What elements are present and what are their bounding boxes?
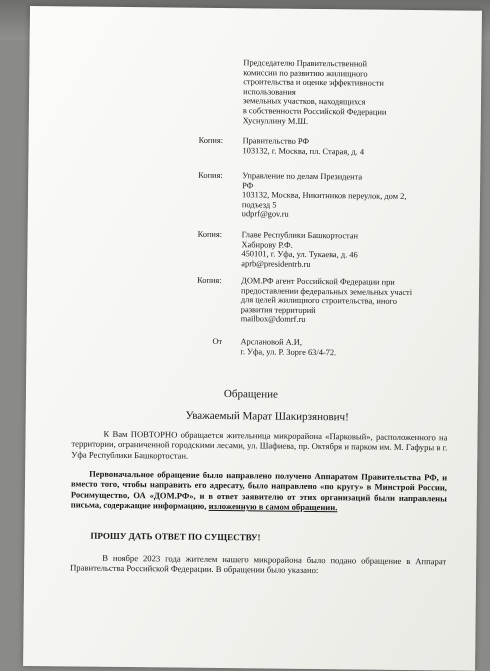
copy-line: Главе Республики Башкортостан: [241, 230, 359, 241]
copy-address-block: [241, 230, 358, 270]
copy-address-block: [242, 171, 407, 221]
paragraph-first-appeal: [71, 468, 447, 514]
request-heading: ПРОШУ ДАТЬ ОТВЕТ ПО СУЩЕСТВУ!: [90, 530, 261, 543]
greeting: Уважаемый Марат Шакирзянович!: [185, 409, 349, 424]
copy-line: подъезд 5: [241, 200, 277, 210]
recipient-line: Хуснуллину М.Ш.: [242, 115, 309, 126]
copy-line: ДОМ.РФ агент Российской Федерации при: [241, 276, 395, 287]
copy-address-block: [242, 136, 364, 156]
copy-label: Копия:: [198, 170, 223, 181]
recipient-line: комиссии по развитию жилищного: [243, 67, 368, 79]
copy-line: 103132, г. Москва, пл. Старая, д. 4: [242, 145, 365, 157]
paragraph-first-appeal-underlined: изложенную в самом обращении.: [208, 501, 338, 513]
recipient-line: земельных участков, находящихся: [242, 96, 366, 107]
copy-address-block: [241, 276, 413, 326]
recipient-line: использования: [243, 87, 296, 97]
sender-line: Арслановой А.И,: [240, 337, 303, 347]
paragraph-intro: К Вам ПОВТОРНО обращается жительница микрорайона «Парковый», расположенного на территории, ограниченной городскими лесами, ул. Шафиева, пр. Октября и парком им. М. Гафуры в г. Уфа Республики Башкортостан.: [71, 428, 448, 461]
copy-line: Правительство РФ: [242, 136, 310, 146]
copy-line: для целей жилищного строительства, иного: [240, 295, 398, 307]
document-page: [23, 6, 482, 671]
copy-label: Копия:: [197, 229, 223, 240]
copy-line: РФ: [242, 180, 254, 190]
sender-label: От: [212, 336, 223, 347]
copy-line: предоставлении федеральных земельных участі: [240, 285, 413, 297]
recipient-line: в собственности Российской Федерации: [242, 106, 387, 117]
paragraph-first-appeal-text: Первоначальное обращение было направлено получено Аппаратом Правительства РФ, и вместо того, чтобы направить его адресату, было направлено «по кругу» в Минстрой России, Росимущество, ОА «ДОМ.РФ», и в ответ заявителю от этих организаций были направлены письма, содержащие информацию,: [70, 468, 448, 512]
document-title: Обращение: [223, 388, 278, 401]
recipient-line: Председателю Правительственной: [243, 58, 368, 69]
copy-line: Управление по делам Президента: [242, 171, 363, 182]
copy-line: aprb@presidentrb.ru: [241, 259, 311, 269]
paragraph-november: В ноябре 2023 года жителем нашего микрорайона было подано обращение в Аппарат Правительства Российской Федерации. В обращении было указано:: [70, 552, 447, 576]
recipient-line: строительства и оценке эффективности: [243, 77, 384, 88]
copy-label: Копия:: [197, 275, 222, 286]
recipient-block: [243, 58, 387, 127]
sender-line: г. Уфа, ул. Р. Зорге 63/4-72.: [240, 346, 337, 357]
copy-label: Копия:: [198, 135, 224, 146]
copy-line: 103132, Москва, Никитников переулок, дом 2,: [241, 190, 407, 202]
copy-line: 450101, г. Уфа, ул. Тукаева, д. 46: [241, 249, 358, 260]
copy-line: mailbox@domrf.ru: [240, 314, 306, 325]
sender-block: [240, 337, 336, 357]
copy-line: Хабирову Р.Ф.: [241, 239, 293, 250]
copy-line: udprf@gov.ru: [241, 209, 289, 220]
copy-line: развития территорий: [240, 305, 316, 315]
